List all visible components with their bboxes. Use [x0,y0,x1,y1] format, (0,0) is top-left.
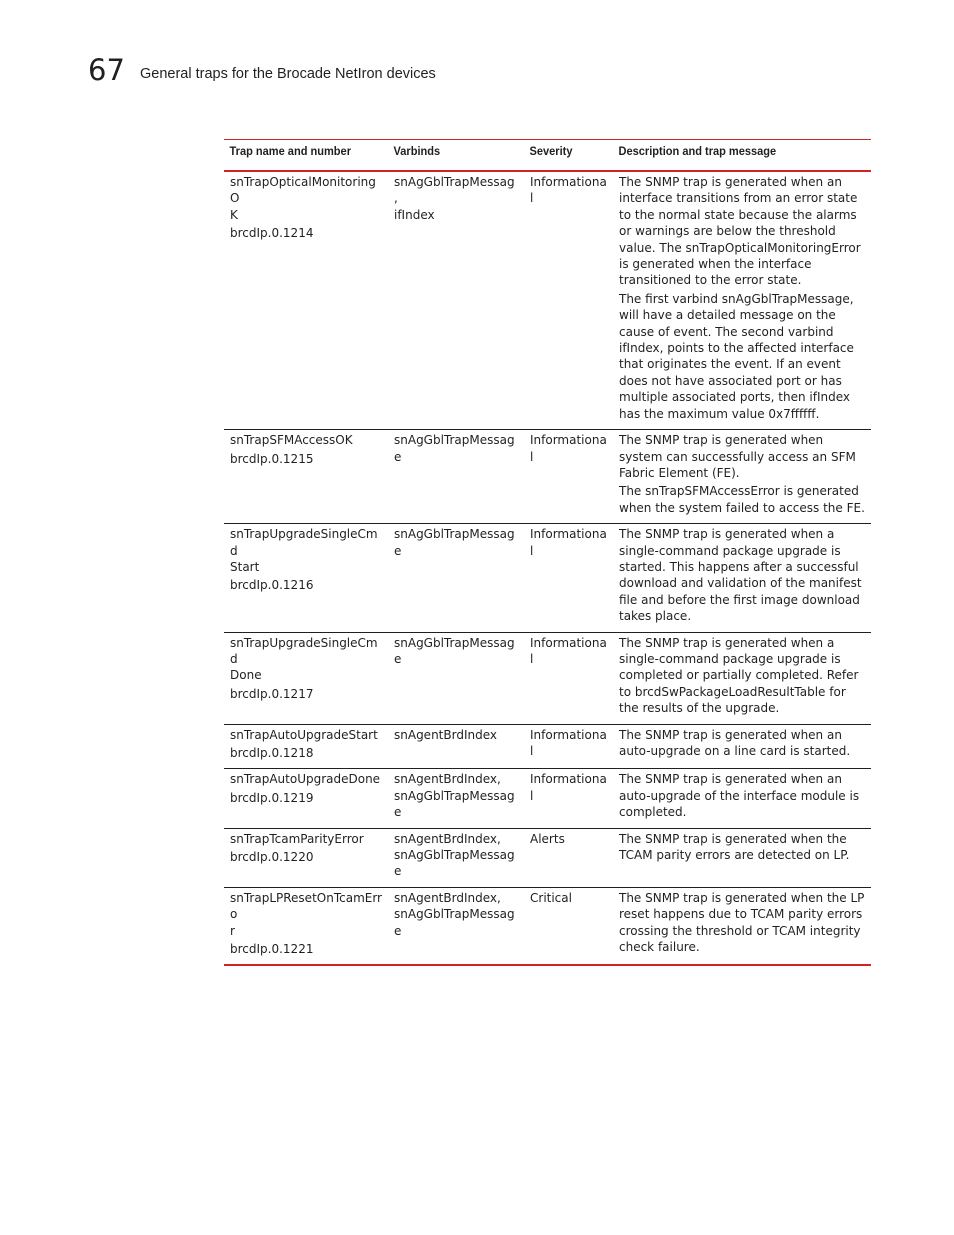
description-cell [613,430,871,524]
trap-name-cell [224,524,388,632]
trap-name-cell [224,632,388,724]
table-row [224,171,871,430]
column-header-description: Description and trap message [618,144,777,158]
description-cell [613,632,871,724]
description-paragraph: The snTrapSFMAccessError is generated when the system failed to access the FE. [619,484,865,515]
varbinds-cell [388,524,524,632]
varbind-line: snAgentBrdIndex, [394,890,501,905]
trap-name-line: snTrapUpgradeSingleCmd [230,635,378,666]
severity-cell: Informational [530,635,607,666]
trap-name-line: snTrapSFMAccessOK [230,433,353,448]
description-paragraph: The first varbind snAgGblTrapMessage, will have a detailed message on the cause of event. The second varbind ifIndex, points to the affected interface that originates the event. If an event does not have associated port or has multiple associated ports, then ifIndex has the maximum value 0x7ffffff. [619,291,854,421]
trap-name-line: snTrapAutoUpgradeStart [230,727,378,742]
varbind-line: snAgentBrdIndex, [394,831,501,846]
trap-name-line: K [230,207,238,222]
table-row [224,887,871,965]
trap-name-cell [224,887,388,965]
trap-number: brcdIp.0.1215 [230,451,314,466]
table-row [224,430,871,524]
severity-cell: Informational [530,772,607,803]
varbind-line: snAgGblTrapMessage [394,527,515,558]
trap-name-cell [224,430,388,524]
column-header-varbinds: Varbinds [393,144,441,158]
table-header [224,140,871,172]
varbind-line: snAgGblTrapMessag, [394,175,515,206]
trap-number: brcdIp.0.1218 [230,746,314,760]
description-paragraph: The SNMP trap is generated when an auto-upgrade on a line card is started. [619,727,851,758]
varbinds-cell [388,769,524,828]
varbind-line: snAgGblTrapMessage [394,907,515,938]
varbind-line: snAgGblTrapMessage [394,433,515,464]
severity-cell: Informational [530,727,607,758]
description-cell [613,171,871,430]
table-row [224,828,871,887]
traps-table-container [224,139,871,966]
trap-number: brcdIp.0.1214 [230,226,314,241]
varbinds-cell [388,887,524,965]
column-header-severity: Severity [529,144,573,158]
table-header-row [224,140,871,172]
trap-number: brcdIp.0.1217 [230,686,314,701]
severity-cell: Informational [530,433,607,464]
trap-name-line: snTrapTcamParityError [230,831,364,846]
varbind-line: snAgentBrdIndex [394,727,497,742]
severity-cell: Informational [530,527,607,558]
description-cell [613,828,871,887]
trap-number: brcdIp.0.1221 [230,942,314,957]
description-cell [613,769,871,828]
trap-name-line: snTrapOpticalMonitoringO [230,175,376,206]
varbind-line: snAgGblTrapMessage [394,788,515,820]
trap-name-cell [224,828,388,887]
description-paragraph: The SNMP trap is generated when the TCAM parity errors are detected on LP. [619,831,850,863]
varbinds-cell [388,430,524,524]
table-row [224,724,871,769]
severity-cell: Alerts [530,831,565,846]
varbind-line: snAgGblTrapMessage [394,635,515,666]
table-row [224,524,871,632]
description-cell [613,524,871,632]
chapter-number: 67 [88,53,125,87]
trap-name-cell [224,724,388,769]
severity-cell: Informational [530,175,607,206]
traps-table [224,139,871,966]
trap-name-line: snTrapLPResetOnTcamErro [230,890,382,922]
chapter-title: General traps for the Brocade NetIron devices [140,66,436,82]
table-body [224,171,871,965]
description-paragraph: The SNMP trap is generated when an interface transitions from an error state to the normal state because the alarms or warnings are below the threshold value. The snTrapOpticalMonitoringError is generated when the interface transitioned to the error state. [619,175,861,288]
description-paragraph: The SNMP trap is generated when a single-command package upgrade is completed or partially completed. Refer to brcdSwPackageLoadResultTable for the results of the upgrade. [619,635,859,716]
severity-cell: Critical [530,890,572,905]
varbind-line: snAgGblTrapMessage [394,848,515,879]
varbinds-cell [388,724,524,769]
trap-name-line: snTrapUpgradeSingleCmd [230,527,378,558]
trap-name-line: snTrapAutoUpgradeDone [230,772,381,787]
trap-number: brcdIp.0.1220 [230,850,314,865]
table-row [224,769,871,828]
description-paragraph: The SNMP trap is generated when a single-command package upgrade is started. This happens after a successful download and validation of the manifest file and before the first image download takes place. [619,527,862,624]
description-cell [613,887,871,965]
description-cell [613,724,871,769]
varbind-line: snAgentBrdIndex, [394,772,501,787]
varbinds-cell [388,632,524,724]
description-paragraph: The SNMP trap is generated when system can successfully access an SFM Fabric Element (FE). [619,433,856,480]
varbind-line: ifIndex [394,207,435,222]
trap-name-cell [224,171,388,430]
trap-name-line: Done [230,668,262,683]
trap-name-line: r [230,923,235,938]
trap-number: brcdIp.0.1219 [230,790,314,805]
column-header-trap-name: Trap name and number [229,144,351,158]
trap-number: brcdIp.0.1216 [230,578,314,593]
trap-name-cell [224,769,388,828]
description-paragraph: The SNMP trap is generated when the LP reset happens due to TCAM parity errors crossing the threshold or TCAM integrity check failure. [619,890,865,955]
table-row [224,632,871,724]
varbinds-cell [388,171,524,430]
varbinds-cell [388,828,524,887]
trap-name-line: Start [230,559,260,574]
description-paragraph: The SNMP trap is generated when an auto-upgrade of the interface module is completed. [619,772,860,820]
